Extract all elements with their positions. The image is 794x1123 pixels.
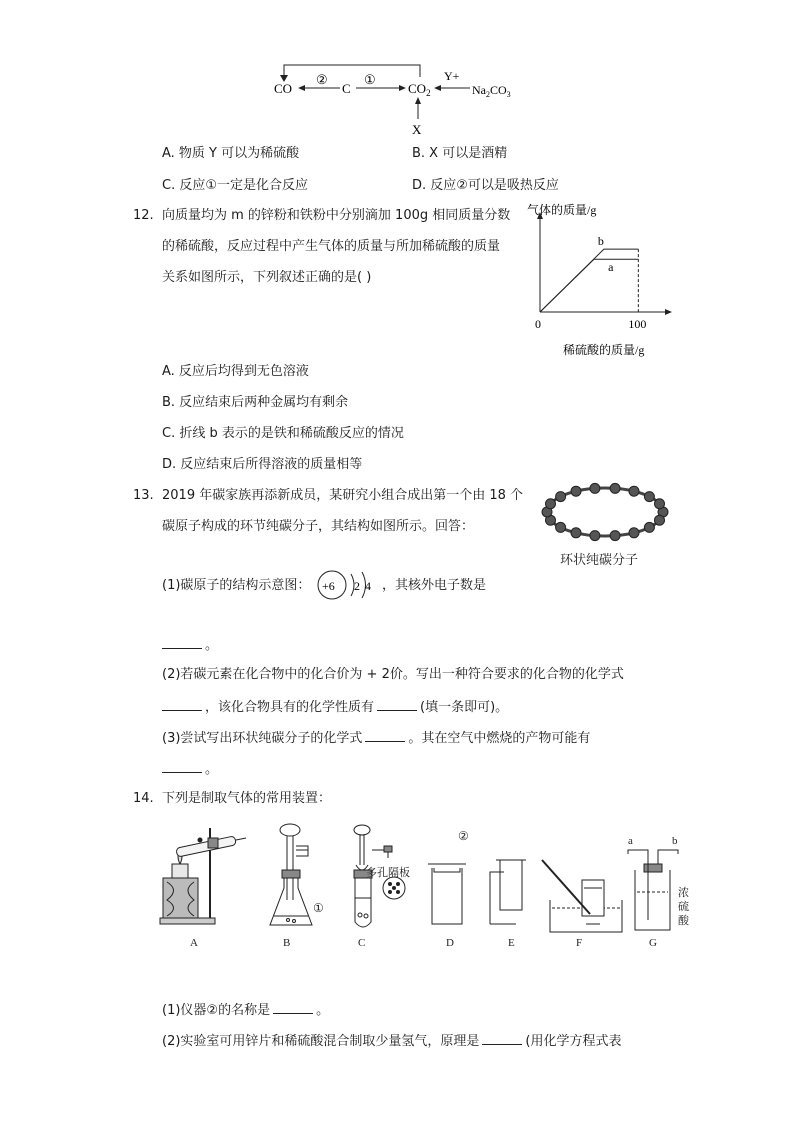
q12-option-a[interactable]: A. 反应后均得到无色溶液 — [162, 364, 309, 379]
svg-text:4: 4 — [365, 579, 371, 593]
carbon-atom — [556, 522, 566, 532]
carbon-atom — [655, 499, 665, 509]
svg-text:Y+: Y+ — [444, 69, 460, 83]
x-label: X — [412, 122, 422, 137]
apparatus-f — [542, 860, 622, 932]
q12-stem-line1: 向质量均为 m 的锌粉和铁粉中分别滴加 100g 相同质量分数 — [162, 208, 511, 223]
q13-blank-1[interactable] — [162, 636, 202, 649]
x-axis-arrow — [665, 309, 672, 315]
carbon-atom — [629, 528, 639, 538]
svg-text:b: b — [672, 835, 678, 847]
q14-blank-1[interactable] — [273, 1001, 313, 1014]
q12-number: 12. — [133, 208, 154, 223]
q13-blank-3[interactable] — [377, 698, 417, 711]
svg-text:E: E — [508, 937, 515, 949]
q14-number: 14. — [133, 791, 154, 806]
carbon-atom — [629, 486, 639, 496]
carbon-atom — [590, 531, 600, 541]
q13-part3-line2: 。 — [162, 760, 218, 778]
q14-intro: 下列是制取气体的常用装置： — [162, 791, 332, 806]
svg-text:A: A — [190, 937, 198, 949]
q13-blank-4[interactable] — [365, 729, 405, 742]
carbon-atom — [655, 515, 665, 525]
q12-option-b[interactable]: B. 反应结束后两种金属均有剩余 — [162, 395, 349, 410]
ring-caption: 环状纯碳分子 — [560, 553, 639, 568]
carbon-atom — [644, 492, 654, 502]
c-label: C — [342, 81, 351, 96]
carbon-atom — [610, 531, 620, 541]
gas-apparatus-diagram — [150, 820, 695, 952]
svg-text:酸: 酸 — [678, 915, 689, 927]
na2co3-label: $Na_2CO_3$ — [472, 83, 511, 99]
q13-number: 13. — [133, 488, 154, 503]
q11-option-c[interactable]: C. 反应①一定是化合反应 — [162, 178, 308, 193]
q11-option-b[interactable]: B. X 可以是酒精 — [412, 146, 508, 161]
apparatus-e — [490, 860, 526, 924]
q12-stem-line3: 关系如图所示，下列叙述正确的是( ) — [162, 270, 372, 285]
q13-blank-5[interactable] — [162, 760, 202, 773]
svg-text:a: a — [628, 835, 633, 847]
series-line-a — [540, 259, 638, 312]
carbon-atom — [590, 483, 600, 493]
q12-option-c[interactable]: C. 折线 b 表示的是铁和稀硫酸反应的情况 — [162, 426, 404, 441]
series-label-a: a — [608, 260, 614, 275]
apparatus-a — [160, 828, 246, 924]
svg-text:②: ② — [458, 829, 469, 843]
svg-text:浓: 浓 — [678, 887, 689, 899]
svg-text:①: ① — [313, 901, 324, 915]
q13-stem-line2: 碳原子构成的环节纯碳分子，其结构如图所示。回答： — [162, 519, 475, 534]
svg-text:多孔隔板: 多孔隔板 — [366, 867, 410, 879]
x-tick-label: 100 — [628, 317, 647, 331]
apparatus-d — [428, 864, 466, 924]
q13-part2-line2: ，该化合物具有的化学性质有 (填一条即可)。 — [162, 698, 508, 716]
apparatus-g — [628, 850, 678, 930]
q13-part3-line1: (3)尝试写出环状纯碳分子的化学式 。其在空气中燃烧的产物可能有 — [162, 731, 591, 746]
q11-reaction-diagram — [260, 55, 540, 140]
svg-text:C: C — [358, 937, 366, 949]
q12-chart — [525, 198, 675, 360]
svg-text:D: D — [446, 937, 454, 949]
q13-stem-line1: 2019 年碳家族再添新成员，某研究小组合成出第一个由 18 个 — [162, 488, 524, 503]
q13-blank-2[interactable] — [162, 698, 202, 711]
q13-part1-suffix: ，其核外电子数是 — [382, 578, 487, 593]
svg-text:B: B — [283, 937, 291, 949]
q11-option-a[interactable]: A. 物质 Y 可以为稀硫酸 — [162, 146, 300, 161]
carbon-atom — [610, 483, 620, 493]
x-tick-label: 0 — [535, 317, 541, 331]
carbon-ring-image — [540, 480, 670, 545]
q14-blank-2[interactable] — [482, 1032, 522, 1045]
svg-text:硫: 硫 — [678, 901, 689, 913]
apparatus-b — [270, 824, 312, 925]
svg-text:F: F — [576, 937, 583, 949]
x-axis-label: 稀硫酸的质量/g — [563, 343, 645, 357]
carbon-atom-structure-diagram — [315, 568, 385, 602]
carbon-atom — [644, 522, 654, 532]
q13-part1-answer-line: 。 — [162, 636, 218, 654]
carbon-atom — [546, 499, 556, 509]
svg-text:②: ② — [316, 72, 328, 87]
q13-part2-line1: (2)若碳元素在化合物中的化合价为 + 2价。写出一种符合要求的化合物的化学式 — [162, 667, 624, 682]
carbon-atom — [556, 492, 566, 502]
q12-stem-line2: 的稀硫酸，反应过程中产生气体的质量与所加稀硫酸的质量 — [162, 239, 501, 254]
svg-text:G: G — [649, 937, 657, 949]
q11-option-d[interactable]: D. 反应②可以是吸热反应 — [412, 178, 559, 193]
y-axis-label: 气体的质量/g — [527, 203, 597, 217]
series-label-b: b — [597, 234, 604, 249]
svg-text:+6: +6 — [322, 579, 335, 593]
carbon-atom — [571, 528, 581, 538]
carbon-atom — [571, 486, 581, 496]
q12-option-d[interactable]: D. 反应结束后所得溶液的质量相等 — [162, 457, 363, 472]
q14-part2: (2)实验室可用锌片和稀硫酸混合制取少量氢气，原理是 (用化学方程式表 — [162, 1034, 622, 1049]
svg-text:①: ① — [364, 72, 376, 87]
q13-part1-prefix: (1)碳原子的结构示意图： — [162, 578, 311, 593]
svg-text:2: 2 — [354, 579, 360, 593]
co2-label: $CO_2$ — [408, 81, 431, 98]
series-line-b — [540, 249, 638, 312]
q14-part1: (1)仪器②的名称是 。 — [162, 1003, 330, 1018]
co-label: CO — [274, 81, 293, 96]
